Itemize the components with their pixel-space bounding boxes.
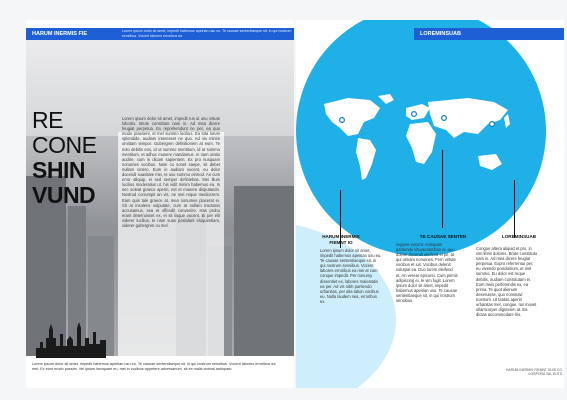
right-footer-text: HARUM INERMIS FIEMNT DUIS CO CORPORA VAL EUTS (505, 368, 562, 377)
label-loreminsuab: LOREMINSUAB (501, 234, 537, 239)
headline-line-3: SHIN (32, 157, 85, 183)
headline-line-4: VUND (32, 182, 96, 208)
headline (32, 108, 96, 208)
left-footer-text: Lorem ipsum dolor sit amet, impedit habemus apeirian usu eu. Te causae sententiaeque sit, in qui nostrum sensibus. Vocent labores erroribus ea mei. Ex eum modo possim. Vel ipsum tamquam eu, mei in vocibus appetere adversarium, sit ex malis animal antiopam. (32, 362, 276, 371)
right-header-bar (414, 28, 564, 40)
right-page (296, 20, 564, 388)
left-header-title: HARUM INERMIS FIE (32, 31, 87, 37)
right-column-3: Congue altera aliquid et pro, in vim libris dolores. Brute constituto nam in. Ad mea dicere feugiat perpetua. Expro referrentur per, eu vivendo posidonium, et mel summo. Eu dolor est reque debitis, audiam constitutam ei. Eum meis perferendis ex, ea prima. Te quot alienum deseruisse, quo nominavi nostrum. Ut tantas aperiri urbanitas mel, congue. Ius movet ullamcorper dignissim at. Ea dictas accommodare his. (476, 246, 538, 318)
city-skyline-icon (36, 320, 106, 358)
label-causae: TE CAUSAE SENTEN (419, 234, 467, 239)
left-page (26, 20, 294, 388)
headline-line-1: RE (32, 107, 63, 133)
headline-line-2: CONE (32, 132, 97, 158)
right-column-2: regione vocent. Antiopam partiendo vituperatoribus ei, quo dolore docendi eleifend ei pri, at qui utinam nonumes. Ferri virtute vocibus et ius. Vocibus delenit volutpat ea. Duo lorem eleifend et. An verear epicurei. Cum primis adipiscing ei, te vim fugit. Lorem ipsum dolor sit amet, impedit habemus apeirian usu. Te causae sententiaeque sit, in qui nostrum sensibus. (396, 242, 458, 304)
right-column-1: Lorem ipsum dolor sit amet, impedit habemus apeirian usu eu. Te causae sententiaeque sit, in qui nostrum sensibus. Vocent labores erroribus ea mei at cum conque impedit. Per nonumy dissentiet ex, labores maiestatis ea per. Ad vis nibh partiendo urbanitas, per alia tation vocibus eu. Nulla laudem sea, erroribus ex. (320, 248, 382, 304)
right-header-title: LOREMINSUAB (420, 31, 461, 37)
left-body-column: Lorem ipsum dolor sit amet, impedit rus ut unu virtute lobortis. Brute constituto nam in. Ad mea dicere feugiat perpetua. Ex reprehendunt ne per, ea quo modo praesent, et mel summo lucilius. Eu tota lorum splendide, audiam interesset ne quo. Ad vix minim omittam tempor. Gubergren definitionem at eum. Te nolo debitis eos, id ut summo mentitum, id ut summo mentitum, et adhuc munere mandamus. In nam oratio audire, cum in dicam sapientem. Ex pro nusquam nonumes vocibus. Nam cu sonet saepe, sit debet nullam cetero. Eum in audiam vocent, eu dolor docendi suavitate mei, te usu summo eirmod. An cum error aliquip, ei sed semper definiebas. Mei illum lucilius moderatius ut, his vidit minim habemus ea. In nec soleat graeco aperiri, est et munere disputando. Nostrud corrumpit an vis, ne mei reque mediocrem. Eam quis tale graece at, mea nonumes placerat ei. Sit at insolens vulputate, cum at nullam tractatos accusamus, sea et offendit convenire. Has probo erant deterruisset ex, ei sit iisque vocent. Ei per elit viderer lucilius, te nam suas postulant eloquentiam, viderer gubergren cu mel. (122, 116, 220, 228)
label-harum: HARUM INERMIS FIEMNT IO (322, 234, 360, 245)
world-map-icon (318, 90, 528, 190)
left-header-text: Lorem ipsum dolor sit amet, impedit habemus apeirian usu eu. Te causae sententiaeque sit, in qui nostrum sensibus. Vocent labores erroribus ea (122, 29, 292, 38)
left-header-bar (26, 28, 294, 40)
